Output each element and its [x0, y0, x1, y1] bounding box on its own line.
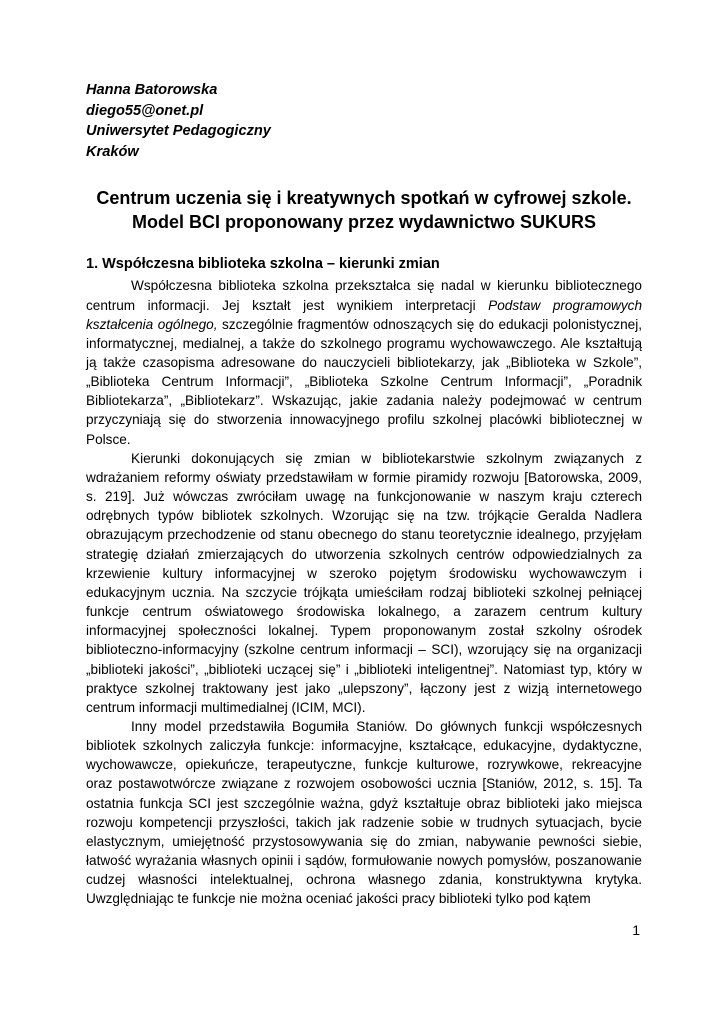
paragraph-3: Inny model przedstawiła Bogumiła Staniów. Do głównych funkcji współczesnych bibliotek szkolnych zaliczyła funkcje: informacyjne, kształcące, edukacyjne, dydaktyczne, wychowawcze, opiekuńcze, terapeutyczne, funkcje kulturowe, rozrywkowe, rekreacyjne oraz postawotwórcze związane z rozwojem osobowości ucznia [Staniów, 2012, s. 15]. Ta ostatnia funkcja SCI jest szczególnie ważna, gdyż kształtuje obraz biblioteki jako miejsca rozwoju kompetencji przyszłości, takich jak radzenie sobie w trudnych sytuacjach, bycie elastycznym, umiejętność przystosowywania się do zmian, nabywanie pewności siebie, łatwość wyrażania własnych opinii i sądów, formułowanie nowych pomysłów, poszanowanie cudzej własności intelektualnej, ochrona własnego zdania, konstruktywna krytyka. Uwzględniając te funkcje nie można oceniać jakości pracy biblioteki tylko pod kątem — [86, 718, 642, 907]
page-number: 1 — [632, 922, 640, 938]
paper-title — [86, 186, 642, 234]
author-name: Hanna Batorowska — [86, 82, 218, 98]
paragraph-1-text-end: szczególnie fragmentów odnoszących się do edukacji polonistycznej, informatycznej, medialnej, a także do szkolnego programu wychowawczego. Ale kształtują ją także czasopisma adresowane do nauczycieli bibliotekarzy, jak „Biblioteka w Szkole”, „Biblioteka Centrum Informacji”, „Biblioteka Szkolne Centrum Informacji”, „Poradnik Bibliotekarza”, „Bibliotekarz”. Wskazując, jakie zadania należy podejmować w centrum przyczyniają się do stworzenia innowacyjnego profilu szkolnej placówki bibliotecznej w Polsce. — [86, 316, 642, 447]
section-heading: 1. Współczesna biblioteka szkolna – kierunki zmian — [86, 256, 440, 273]
author-affiliation: Uniwersytet Pedagogiczny — [86, 123, 271, 140]
paper-title-line-2: Model BCI proponowany przez wydawnictwo SUKURS — [131, 212, 597, 233]
paragraph-1-italic-title: Podstaw programowych kształcenia ogólnego, — [86, 297, 642, 332]
paragraph-2: Kierunki dokonujących się zmian w bibliotekarstwie szkolnym związanych z wdrażaniem reformy oświaty przedstawiłam w formie piramidy rozwoju [Batorowska, 2009, s. 219]. Już wówczas zwróciłam uwagę na funkcjonowanie w naszym kraju czterech odrębnych typów bibliotek szkolnych. Wzorując się na tzw. trójkącie Geralda Nadlera obrazującym przechodzenie od stanu obecnego do stanu teoretycznie idealnego, przyjęłam strategię działań zmierzających do utworzenia szkolnych centrów odpowiedzialnych za krzewienie kultury informacyjnej w szeroko pojętym środowisku wychowawczym i edukacyjnym ucznia. Na szczycie trójkąta umieściłam rodzaj biblioteki szkolnej pełniącej funkcje centrum oświatowego środowiska lokalnego, a zarazem centrum kultury informacyjnej społeczności lokalnej. Typem proponowanym został szkolny ośrodek biblioteczno-informacyjny (szkolne centrum informacji – SCI), wzorujący się na organizacji „biblioteki jakości”, „biblioteki uczącej się” i „biblioteki inteligentnej”. Natomiast typ, który w praktyce szkolnej traktowany jest jako „ulepszony”, łączony jest z wizją internetowego centrum informacji multimedialnej (ICIM, MCI). — [86, 450, 642, 715]
paragraph-1 — [86, 276, 642, 448]
document-page — [86, 80, 642, 909]
paragraph-1-text-start: Współczesna biblioteka szkolna przekształca się nadal w kierunku bibliotecznego centrum informacji. Jej kształt jest wynikiem interpretacji — [86, 278, 642, 313]
author-email: diego55@onet.pl — [86, 102, 204, 119]
author-city: Kraków — [86, 143, 139, 160]
author-block — [86, 80, 642, 162]
paper-title-line-1: Centrum uczenia się i kreatywnych spotkań w cyfrowej szkole. — [96, 188, 632, 209]
